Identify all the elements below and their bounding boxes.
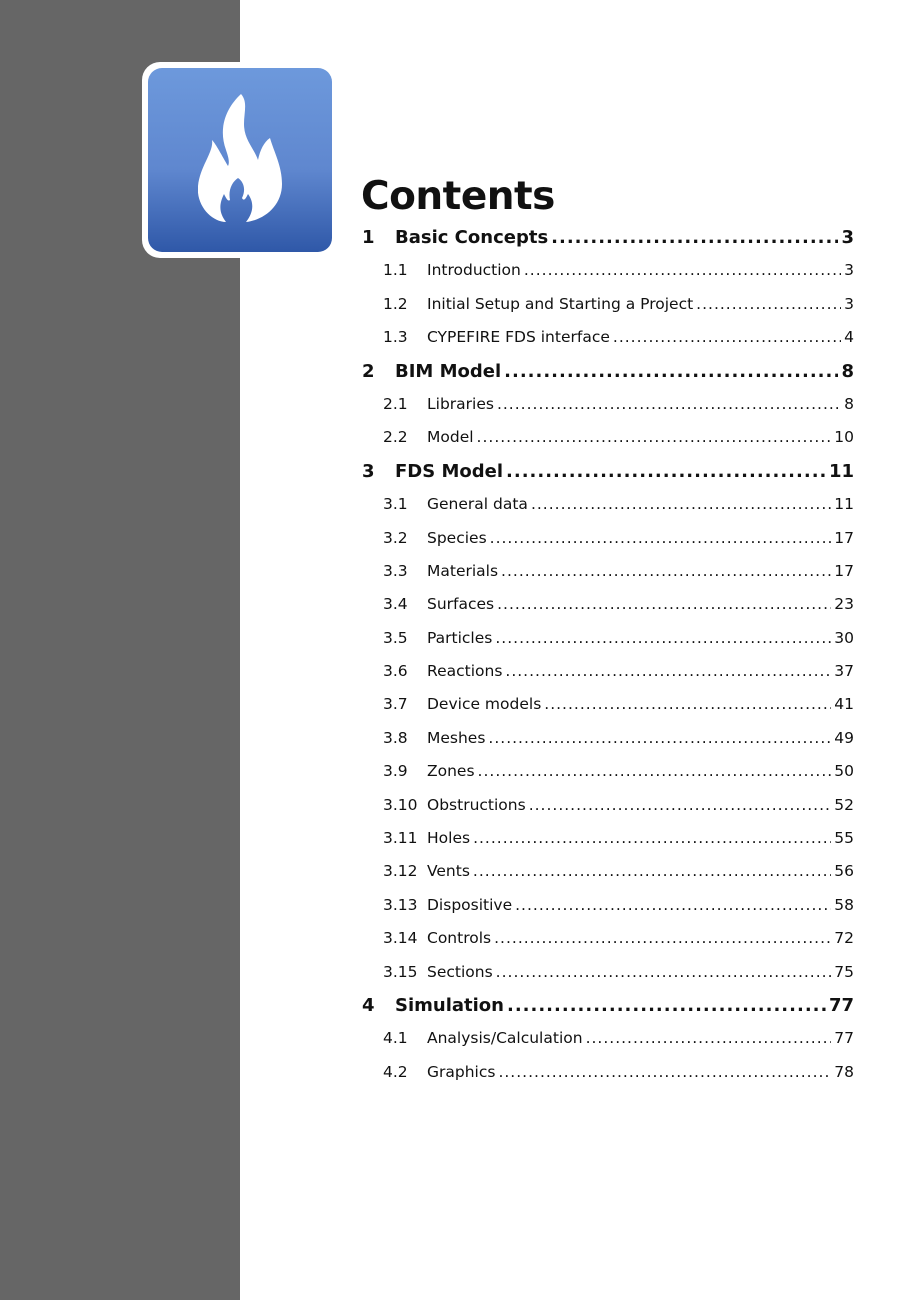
toc-entry-number: 3.13 <box>383 895 418 914</box>
toc-dot-leader <box>497 588 831 621</box>
toc-entry-number: 3.14 <box>383 929 418 948</box>
toc-dot-leader <box>613 321 841 354</box>
chapter-icon <box>142 62 336 258</box>
toc-section-entry[interactable] <box>362 388 854 421</box>
toc-entry-title: Graphics <box>427 1062 496 1081</box>
toc-entry-page: 10 <box>834 428 854 447</box>
toc-entry-page: 56 <box>834 862 854 881</box>
toc-dot-leader <box>504 355 838 388</box>
toc-entry-title: Obstructions <box>427 795 526 814</box>
toc-entry-number: 3.11 <box>383 829 418 848</box>
toc-entry-title: BIM Model <box>395 360 502 382</box>
toc-section-entry[interactable] <box>362 855 854 888</box>
toc-chapter-entry[interactable] <box>362 221 854 254</box>
toc-entry-page: 58 <box>834 895 854 914</box>
toc-entry-page: 3 <box>844 261 854 280</box>
toc-entry-page: 52 <box>834 795 854 814</box>
toc-chapter-entry[interactable] <box>362 989 854 1022</box>
toc-entry-number: 3.2 <box>383 528 408 547</box>
toc-entry-title: Libraries <box>427 394 494 413</box>
toc-section-entry[interactable] <box>362 421 854 454</box>
toc-entry-title: Sections <box>427 962 493 981</box>
toc-section-entry[interactable] <box>362 822 854 855</box>
toc-entry-page: 11 <box>834 495 854 514</box>
toc-entry-title: Introduction <box>427 261 521 280</box>
toc-entry-page: 3 <box>844 294 854 313</box>
toc-entry-title: Model <box>427 428 474 447</box>
toc-section-entry[interactable] <box>362 889 854 922</box>
toc-entry-page: 50 <box>834 762 854 781</box>
toc-dot-leader <box>505 655 831 688</box>
toc-entry-page: 3 <box>841 227 854 248</box>
toc-dot-leader <box>498 1056 831 1089</box>
toc-entry-page: 23 <box>834 595 854 614</box>
toc-section-entry[interactable] <box>362 321 854 354</box>
toc-entry-title: Materials <box>427 561 499 580</box>
toc-entry-title: Reactions <box>427 662 503 681</box>
toc-section-entry[interactable] <box>362 555 854 588</box>
toc-section-entry[interactable] <box>362 622 854 655</box>
toc-entry-page: 77 <box>828 994 854 1016</box>
toc-section-entry[interactable] <box>362 655 854 688</box>
page-title: Contents <box>361 174 555 219</box>
toc-entry-page: 8 <box>841 360 854 382</box>
toc-entry-title: Zones <box>427 762 475 781</box>
toc-entry-number: 2.2 <box>383 428 408 447</box>
toc-section-entry[interactable] <box>362 1056 854 1089</box>
toc-section-entry[interactable] <box>362 522 854 555</box>
toc-entry-title: Particles <box>427 628 493 647</box>
toc-dot-leader <box>529 789 832 822</box>
toc-entry-title: Vents <box>427 862 470 881</box>
toc-dot-leader <box>531 488 831 521</box>
toc-entry-page: 41 <box>834 695 854 714</box>
toc-entry-title: Meshes <box>427 728 486 747</box>
toc-chapter-entry[interactable] <box>362 455 854 488</box>
toc-entry-number: 3.10 <box>383 795 418 814</box>
toc-dot-leader <box>495 622 831 655</box>
toc-section-entry[interactable] <box>362 488 854 521</box>
toc-section-entry[interactable] <box>362 588 854 621</box>
toc-entry-page: 8 <box>844 394 854 413</box>
toc-entry-page: 77 <box>834 1029 854 1048</box>
toc-entry-title: Species <box>427 528 487 547</box>
toc-dot-leader <box>524 254 841 287</box>
toc-entry-page: 75 <box>834 962 854 981</box>
chapter-icon-background <box>148 68 332 252</box>
toc-entry-title: Controls <box>427 929 492 948</box>
toc-entry-number: 1.1 <box>383 261 408 280</box>
toc-entry-number: 1 <box>362 227 375 248</box>
toc-dot-leader <box>494 922 831 955</box>
toc-entry-page: 37 <box>834 662 854 681</box>
toc-entry-number: 3.3 <box>383 561 408 580</box>
toc-entry-title: Initial Setup and Starting a Project <box>427 294 694 313</box>
toc-entry-page: 30 <box>834 628 854 647</box>
toc-entry-title: CYPEFIRE FDS interface <box>427 328 610 347</box>
toc-entry-number: 3.5 <box>383 628 408 647</box>
toc-section-entry[interactable] <box>362 956 854 989</box>
toc-entry-number: 1.2 <box>383 294 408 313</box>
toc-entry-number: 4.2 <box>383 1062 408 1081</box>
toc-section-entry[interactable] <box>362 722 854 755</box>
toc-dot-leader <box>506 455 826 488</box>
toc-dot-leader <box>515 889 831 922</box>
toc-section-entry[interactable] <box>362 688 854 721</box>
toc-dot-leader <box>497 388 841 421</box>
toc-entry-title: Dispositive <box>427 895 513 914</box>
toc-entry-number: 2 <box>362 360 375 382</box>
toc-entry-title: Simulation <box>395 994 504 1016</box>
toc-entry-title: Basic Concepts <box>395 227 549 248</box>
toc-dot-leader <box>473 822 831 855</box>
toc-entry-number: 2.1 <box>383 394 408 413</box>
toc-entry-number: 3.6 <box>383 662 408 681</box>
toc-dot-leader <box>490 522 832 555</box>
toc-entry-number: 1.3 <box>383 328 408 347</box>
toc-dot-leader <box>507 989 826 1022</box>
toc-dot-leader <box>488 722 831 755</box>
toc-entry-title: Surfaces <box>427 595 495 614</box>
toc-entry-number: 4 <box>362 994 375 1016</box>
toc-entry-number: 3.12 <box>383 862 418 881</box>
toc-dot-leader <box>496 956 832 989</box>
toc-entry-page: 78 <box>834 1062 854 1081</box>
table-of-contents <box>362 221 854 1089</box>
toc-section-entry[interactable] <box>362 789 854 822</box>
toc-dot-leader <box>586 1022 832 1055</box>
toc-dot-leader <box>551 221 838 254</box>
toc-dot-leader <box>501 555 831 588</box>
toc-section-entry[interactable] <box>362 1022 854 1055</box>
toc-dot-leader <box>696 288 841 321</box>
toc-entry-page: 72 <box>834 929 854 948</box>
toc-dot-leader <box>478 755 832 788</box>
flame-icon <box>198 94 284 226</box>
toc-entry-number: 3.15 <box>383 962 418 981</box>
toc-entry-page: 4 <box>844 328 854 347</box>
toc-entry-number: 4.1 <box>383 1029 408 1048</box>
toc-entry-page: 49 <box>834 728 854 747</box>
toc-entry-title: Holes <box>427 829 471 848</box>
toc-entry-number: 3.1 <box>383 495 408 514</box>
toc-entry-title: Analysis/Calculation <box>427 1029 583 1048</box>
toc-entry-title: General data <box>427 495 528 514</box>
toc-section-entry[interactable] <box>362 755 854 788</box>
toc-entry-page: 17 <box>834 561 854 580</box>
toc-chapter-entry[interactable] <box>362 355 854 388</box>
toc-entry-title: Device models <box>427 695 542 714</box>
toc-section-entry[interactable] <box>362 922 854 955</box>
toc-section-entry[interactable] <box>362 254 854 287</box>
toc-entry-number: 3 <box>362 460 375 482</box>
toc-dot-leader <box>477 421 832 454</box>
toc-entry-page: 11 <box>828 460 854 482</box>
toc-entry-number: 3.8 <box>383 728 408 747</box>
toc-entry-number: 3.9 <box>383 762 408 781</box>
toc-entry-page: 55 <box>834 829 854 848</box>
toc-entry-number: 3.4 <box>383 595 408 614</box>
toc-section-entry[interactable] <box>362 288 854 321</box>
toc-entry-number: 3.7 <box>383 695 408 714</box>
toc-entry-title: FDS Model <box>395 460 504 482</box>
toc-entry-page: 17 <box>834 528 854 547</box>
toc-dot-leader <box>473 855 831 888</box>
toc-dot-leader <box>544 688 831 721</box>
